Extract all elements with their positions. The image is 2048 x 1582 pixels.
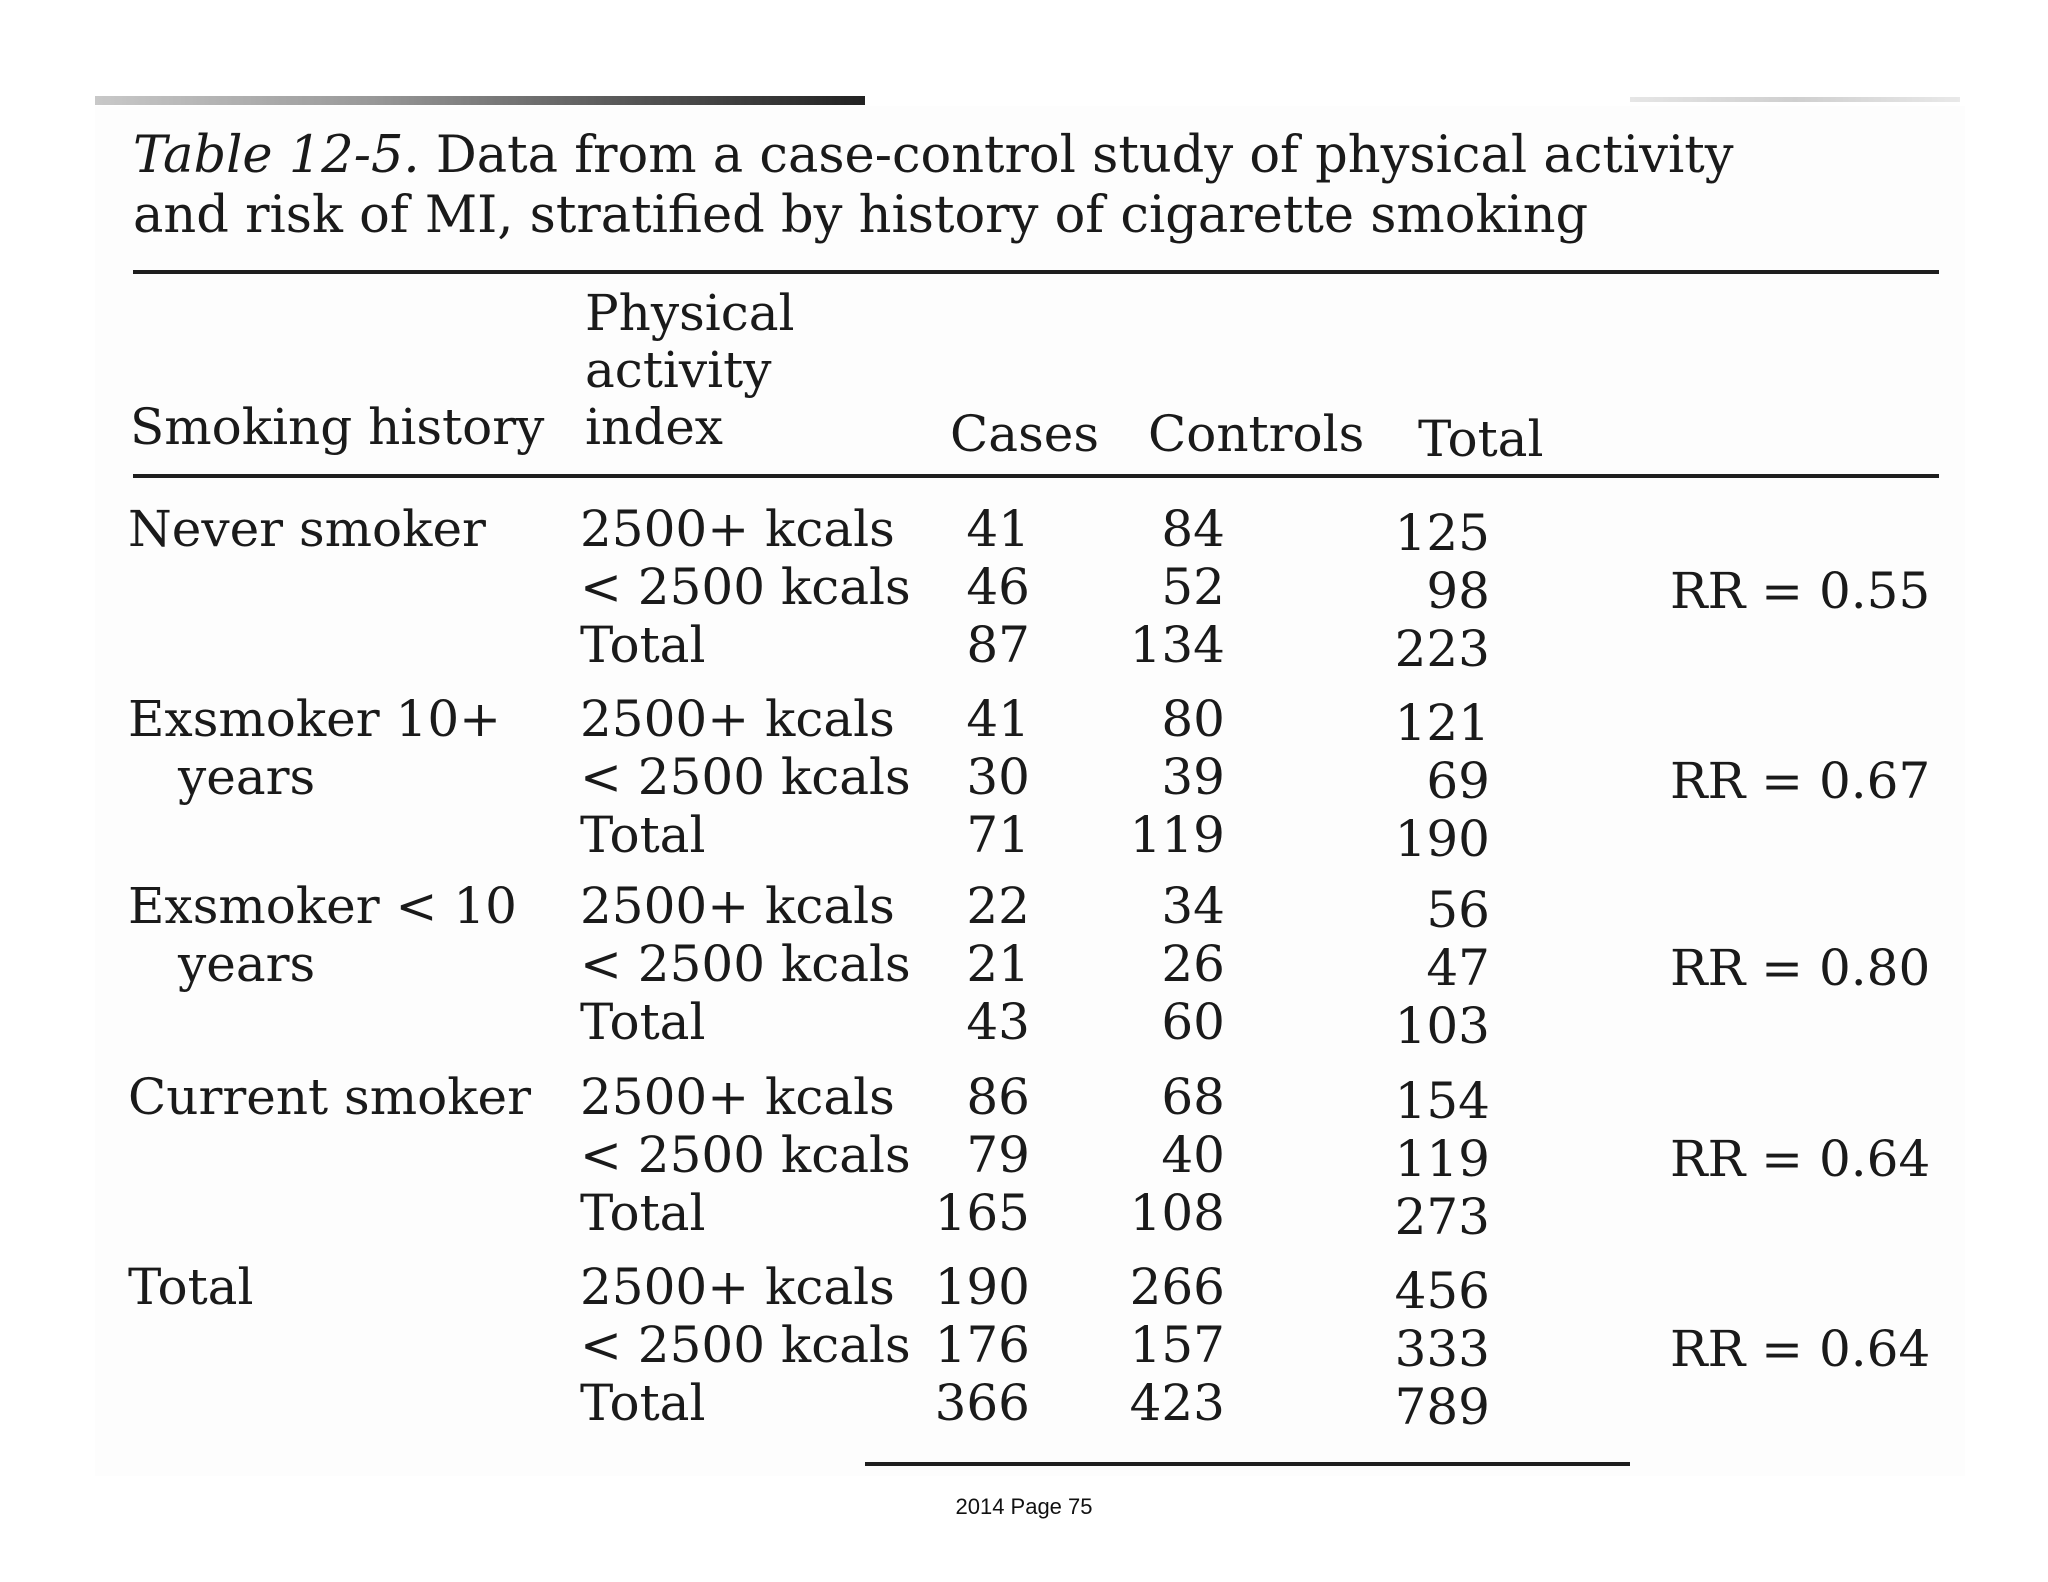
activity-index-cell: < 2500 kcals — [580, 558, 911, 616]
activity-index-cell: Total — [580, 1374, 706, 1432]
total-cell: 125 — [1394, 504, 1490, 562]
cases-cell: 366 — [934, 1374, 1030, 1432]
header-controls: Controls — [1148, 405, 1365, 463]
page-footer: 2014 Page 75 — [955, 1494, 1093, 1519]
cases-cell: 190 — [934, 1258, 1030, 1316]
relative-risk: RR = 0.64 — [1670, 1130, 1931, 1188]
cases-cell: 22 — [966, 877, 1030, 935]
scan-edge-shading — [95, 96, 865, 105]
activity-index-cell: Total — [580, 1184, 706, 1242]
cases-cell: 86 — [966, 1068, 1030, 1126]
cases-cell: 87 — [966, 616, 1030, 674]
total-cell: 121 — [1394, 694, 1490, 752]
activity-index-cell: 2500+ kcals — [580, 500, 895, 558]
header-smoking-history: Smoking history — [130, 398, 545, 456]
activity-index-cell: Total — [580, 806, 706, 864]
activity-index-cell: < 2500 kcals — [580, 1126, 911, 1184]
total-cell: 223 — [1394, 620, 1490, 678]
total-cell: 789 — [1394, 1378, 1490, 1436]
activity-index-cell: 2500+ kcals — [580, 877, 895, 935]
group-label: years — [178, 748, 316, 806]
cases-cell: 41 — [966, 500, 1030, 558]
total-cell: 98 — [1426, 562, 1490, 620]
controls-cell: 84 — [1161, 500, 1225, 558]
group-label: Exsmoker 10+ — [128, 690, 502, 748]
controls-cell: 423 — [1129, 1374, 1225, 1432]
total-cell: 119 — [1394, 1130, 1490, 1188]
relative-risk: RR = 0.55 — [1670, 562, 1931, 620]
controls-cell: 134 — [1129, 616, 1225, 674]
relative-risk: RR = 0.64 — [1670, 1320, 1931, 1378]
scan-edge-shading-right — [1630, 97, 1960, 102]
activity-index-cell: 2500+ kcals — [580, 1258, 895, 1316]
activity-index-cell: 2500+ kcals — [580, 1068, 895, 1126]
header-rule — [133, 474, 1939, 478]
total-cell: 69 — [1426, 752, 1490, 810]
controls-cell: 80 — [1161, 690, 1225, 748]
controls-cell: 108 — [1129, 1184, 1225, 1242]
cases-cell: 165 — [934, 1184, 1030, 1242]
controls-cell: 266 — [1129, 1258, 1225, 1316]
activity-index-cell: 2500+ kcals — [580, 690, 895, 748]
controls-cell: 39 — [1161, 748, 1225, 806]
controls-cell: 52 — [1161, 558, 1225, 616]
activity-index-cell: Total — [580, 993, 706, 1051]
activity-index-cell: Total — [580, 616, 706, 674]
cases-cell: 176 — [934, 1316, 1030, 1374]
header-cases: Cases — [950, 405, 1099, 463]
header-activity-line-1: Physical — [585, 284, 795, 342]
activity-index-cell: < 2500 kcals — [580, 1316, 911, 1374]
header-activity-line-2: activity — [585, 341, 772, 399]
cases-cell: 41 — [966, 690, 1030, 748]
table-caption-text: Data from a case-control study of physical activity and risk of MI, stratified by history of cigarette smoking — [133, 126, 1734, 245]
bottom-rule — [865, 1462, 1630, 1466]
total-cell: 333 — [1394, 1320, 1490, 1378]
group-label: Current smoker — [128, 1068, 532, 1126]
total-cell: 273 — [1394, 1188, 1490, 1246]
table-number: Table 12-5. — [133, 126, 420, 185]
total-cell: 47 — [1426, 939, 1490, 997]
cases-cell: 43 — [966, 993, 1030, 1051]
controls-cell: 119 — [1129, 806, 1225, 864]
group-label: years — [178, 935, 316, 993]
cases-cell: 79 — [966, 1126, 1030, 1184]
total-cell: 456 — [1394, 1262, 1490, 1320]
cases-cell: 30 — [966, 748, 1030, 806]
cases-cell: 46 — [966, 558, 1030, 616]
top-rule — [133, 270, 1939, 274]
table-caption — [133, 126, 1753, 246]
cases-cell: 71 — [966, 806, 1030, 864]
total-cell: 154 — [1394, 1072, 1490, 1130]
total-cell: 103 — [1394, 997, 1490, 1055]
group-label: Never smoker — [128, 500, 486, 558]
controls-cell: 157 — [1129, 1316, 1225, 1374]
header-activity-line-3: index — [585, 398, 723, 456]
total-cell: 190 — [1394, 810, 1490, 868]
activity-index-cell: < 2500 kcals — [580, 935, 911, 993]
controls-cell: 26 — [1161, 935, 1225, 993]
group-label: Total — [128, 1258, 254, 1316]
controls-cell: 60 — [1161, 993, 1225, 1051]
group-label: Exsmoker < 10 — [128, 877, 517, 935]
relative-risk: RR = 0.80 — [1670, 939, 1931, 997]
cases-cell: 21 — [966, 935, 1030, 993]
controls-cell: 40 — [1161, 1126, 1225, 1184]
header-total: Total — [1418, 410, 1544, 468]
controls-cell: 34 — [1161, 877, 1225, 935]
total-cell: 56 — [1426, 881, 1490, 939]
relative-risk: RR = 0.67 — [1670, 752, 1931, 810]
activity-index-cell: < 2500 kcals — [580, 748, 911, 806]
controls-cell: 68 — [1161, 1068, 1225, 1126]
